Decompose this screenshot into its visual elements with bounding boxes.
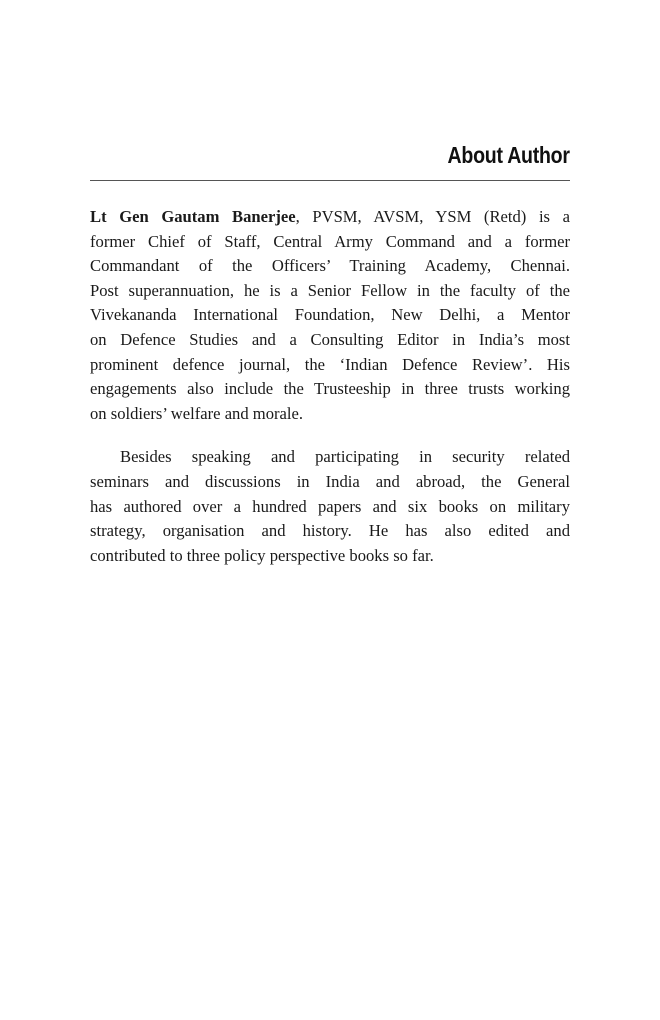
text-line: contributed to three policy perspective books so far.: [90, 545, 434, 565]
author-credentials: , PVSM, AVSM, YSM (Retd) is a: [295, 207, 570, 226]
text-line: Vivekananda International Foundation, New Delhi, a Mentor: [90, 305, 570, 325]
text-line: engagements also include the Trusteeship in three trusts working: [90, 379, 570, 399]
author-name: Lt Gen Gautam Banerjee: [90, 207, 296, 226]
text-line: on Defence Studies and a Consulting Editor in India’s most: [90, 329, 570, 349]
text-line: [90, 205, 570, 230]
text-line: Post superannuation, he is a Senior Fellow in the faculty of the: [90, 280, 570, 300]
text-line: has authored over a hundred papers and six books on military: [90, 496, 570, 516]
text-line: prominent defence journal, the ‘Indian Defence Review’. His: [90, 354, 570, 374]
text-line: Besides speaking and participating in security related: [120, 447, 570, 467]
author-bio: [90, 205, 570, 568]
text-line: on soldiers’ welfare and morale.: [90, 403, 304, 423]
text-line: Commandant of the Officers’ Training Academy, Chennai.: [90, 256, 570, 276]
text-line: strategy, organisation and history. He has also edited and: [90, 521, 570, 541]
bio-paragraph-1: [90, 205, 570, 426]
text-line: seminars and discussions in India and abroad, the General: [90, 471, 570, 491]
page-heading: About Author: [447, 142, 570, 168]
heading-rule: [90, 180, 570, 181]
text-line: former Chief of Staff, Central Army Command and a former: [90, 231, 570, 251]
bio-paragraph-2: [90, 445, 570, 568]
